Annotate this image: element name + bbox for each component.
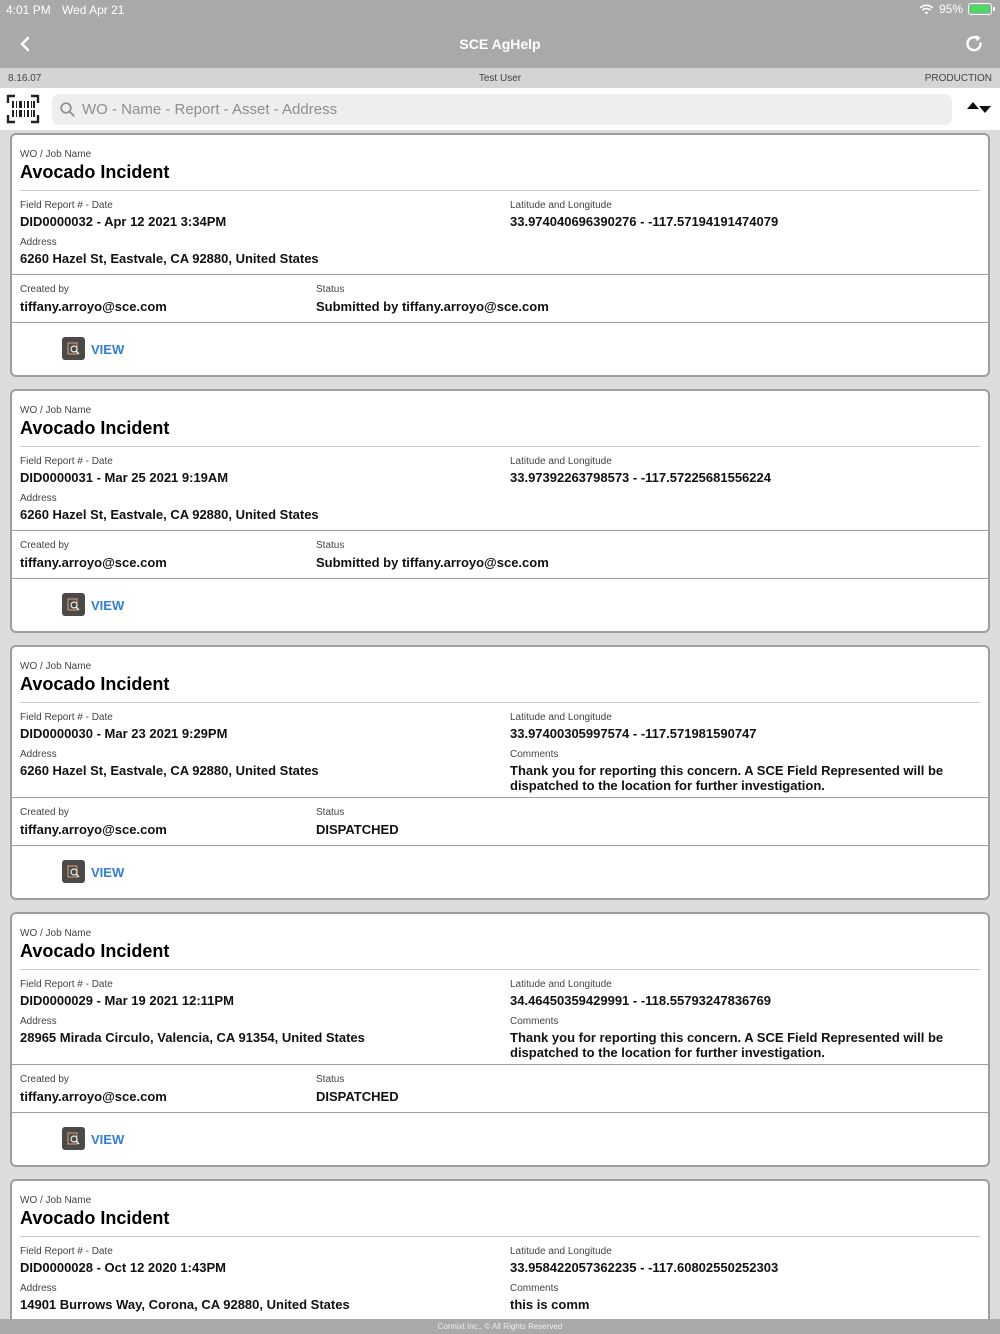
status-value: DISPATCHED — [316, 822, 399, 837]
field-report-value: DID0000029 - Mar 19 2021 12:11PM — [20, 993, 234, 1008]
status-label: Status — [316, 284, 345, 295]
status-bar — [0, 0, 1000, 20]
footer: Connixt Inc., © All Rights Reserved — [0, 1319, 1000, 1334]
lat-long-label: Latitude and Longitude — [510, 200, 612, 211]
view-button[interactable]: VIEW — [91, 342, 125, 357]
divider — [12, 845, 988, 846]
lat-long-value: 33.958422057362235 - -117.60802550252303 — [510, 1260, 779, 1275]
divider — [20, 1236, 980, 1237]
search-row — [0, 88, 1000, 130]
app-version: 8.16.07 — [8, 73, 42, 84]
wo-job-label: WO / Job Name — [20, 661, 92, 672]
job-name: Avocado Incident — [20, 941, 170, 961]
sort-arrows-icon[interactable] — [966, 101, 992, 117]
created-by-value: tiffany.arroyo@sce.com — [20, 555, 167, 570]
field-report-label: Field Report # - Date — [20, 979, 113, 990]
created-by-value: tiffany.arroyo@sce.com — [20, 822, 167, 837]
view-button[interactable]: VIEW — [91, 1132, 125, 1147]
field-report-value: DID0000030 - Mar 23 2021 9:29PM — [20, 726, 228, 741]
comments-value: Thank you for reporting this concern. A SCE Field Represented will be dispatched to the location for further investigation. — [510, 763, 944, 793]
comments-value: this is comm — [510, 1297, 590, 1312]
report-card — [10, 912, 990, 1167]
divider — [20, 702, 980, 703]
divider — [12, 797, 988, 798]
lat-long-value: 33.97400305997574 - -117.571981590747 — [510, 726, 757, 741]
divider — [20, 969, 980, 970]
created-by-label: Created by — [20, 540, 69, 551]
created-by-label: Created by — [20, 1074, 69, 1085]
divider — [20, 190, 980, 191]
lat-long-value: 34.46450359429991 - -118.55793247836769 — [510, 993, 771, 1008]
address-value: 28965 Mirada Circulo, Valencia, CA 91354, United States — [20, 1030, 365, 1045]
field-report-label: Field Report # - Date — [20, 1246, 113, 1257]
created-by-value: tiffany.arroyo@sce.com — [20, 1089, 167, 1104]
wo-job-label: WO / Job Name — [20, 149, 92, 160]
created-by-label: Created by — [20, 284, 69, 295]
divider — [12, 530, 988, 531]
report-card — [10, 1179, 990, 1319]
lat-long-label: Latitude and Longitude — [510, 1246, 612, 1257]
status-label: Status — [316, 1074, 345, 1085]
comments-label: Comments — [510, 1283, 559, 1294]
comments-label: Comments — [510, 1016, 559, 1027]
lat-long-label: Latitude and Longitude — [510, 979, 612, 990]
job-name: Avocado Incident — [20, 674, 170, 694]
comments-label: Comments — [510, 749, 559, 760]
lat-long-label: Latitude and Longitude — [510, 712, 612, 723]
view-report-icon[interactable] — [62, 860, 85, 883]
page-title: SCE AgHelp — [459, 36, 541, 52]
wo-job-label: WO / Job Name — [20, 1195, 92, 1206]
status-time: 4:01 PM — [6, 3, 51, 17]
search-box — [52, 94, 952, 125]
job-name: Avocado Incident — [20, 418, 170, 438]
nav-bar — [0, 20, 1000, 68]
status-label: Status — [316, 807, 345, 818]
field-report-label: Field Report # - Date — [20, 712, 113, 723]
divider — [12, 578, 988, 579]
address-label: Address — [20, 237, 57, 248]
address-label: Address — [20, 1016, 57, 1027]
divider — [12, 274, 988, 275]
battery-charging-icon — [968, 3, 992, 15]
status-label: Status — [316, 540, 345, 551]
info-strip — [0, 68, 1000, 88]
view-button[interactable]: VIEW — [91, 865, 125, 880]
lat-long-label: Latitude and Longitude — [510, 456, 612, 467]
wo-job-label: WO / Job Name — [20, 405, 92, 416]
divider — [12, 322, 988, 323]
field-report-label: Field Report # - Date — [20, 200, 113, 211]
address-label: Address — [20, 1283, 57, 1294]
address-value: 6260 Hazel St, Eastvale, CA 92880, United States — [20, 507, 319, 522]
lat-long-value: 33.97392263798573 - -117.57225681556224 — [510, 470, 771, 485]
address-value: 6260 Hazel St, Eastvale, CA 92880, United States — [20, 251, 319, 266]
wifi-icon — [919, 4, 934, 15]
comments-value: Thank you for reporting this concern. A SCE Field Represented will be dispatched to the location for further investigation. — [510, 1030, 944, 1060]
address-value: 14901 Burrows Way, Corona, CA 92880, United States — [20, 1297, 350, 1312]
status-value: Submitted by tiffany.arroyo@sce.com — [316, 299, 549, 314]
status-date: Wed Apr 21 — [62, 3, 125, 17]
current-user: Test User — [478, 73, 522, 84]
job-name: Avocado Incident — [20, 1208, 170, 1228]
status-value: DISPATCHED — [316, 1089, 399, 1104]
address-value: 6260 Hazel St, Eastvale, CA 92880, United States — [20, 763, 319, 778]
search-icon — [60, 102, 75, 117]
field-report-value: DID0000032 - Apr 12 2021 3:34PM — [20, 214, 227, 229]
wo-job-label: WO / Job Name — [20, 928, 92, 939]
created-by-label: Created by — [20, 807, 69, 818]
report-card — [10, 389, 990, 633]
report-list — [0, 130, 1000, 1319]
battery-percent: 95% — [938, 2, 963, 16]
refresh-icon[interactable] — [962, 32, 986, 56]
report-card — [10, 645, 990, 900]
field-report-value: DID0000028 - Oct 12 2020 1:43PM — [20, 1260, 226, 1275]
environment-label: PRODUCTION — [924, 73, 992, 84]
barcode-scan-icon[interactable] — [6, 94, 40, 124]
search-input[interactable] — [82, 94, 942, 125]
status-value: Submitted by tiffany.arroyo@sce.com — [316, 555, 549, 570]
report-card — [10, 133, 990, 377]
address-label: Address — [20, 493, 57, 504]
created-by-value: tiffany.arroyo@sce.com — [20, 299, 167, 314]
job-name: Avocado Incident — [20, 162, 170, 182]
field-report-label: Field Report # - Date — [20, 456, 113, 467]
divider — [12, 1112, 988, 1113]
lat-long-value: 33.974040696390276 - -117.57194191474079 — [510, 214, 779, 229]
address-label: Address — [20, 749, 57, 760]
divider — [12, 1064, 988, 1065]
view-report-icon[interactable] — [62, 1127, 85, 1150]
divider — [20, 446, 980, 447]
view-report-icon[interactable] — [62, 337, 85, 360]
view-report-icon[interactable] — [62, 593, 85, 616]
view-button[interactable]: VIEW — [91, 598, 125, 613]
field-report-value: DID0000031 - Mar 25 2021 9:19AM — [20, 470, 229, 485]
